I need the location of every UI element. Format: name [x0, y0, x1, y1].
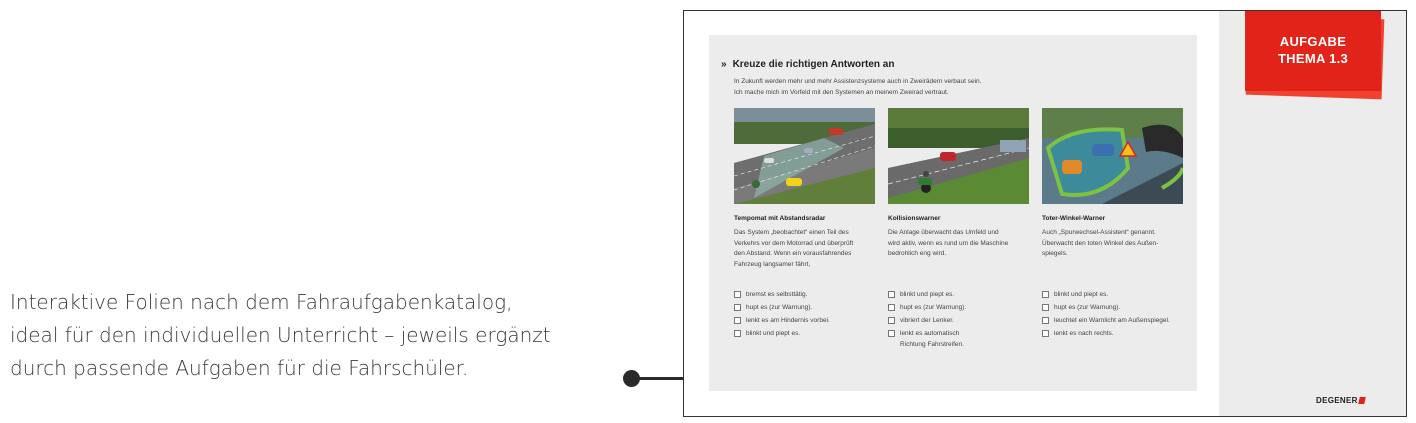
answer-option[interactable]	[1042, 329, 1184, 340]
checkbox[interactable]	[888, 330, 895, 337]
answer-label: vibriert der Lenker.	[900, 317, 954, 324]
checkbox[interactable]	[734, 304, 741, 311]
badge-text	[1245, 33, 1381, 67]
column-text: Die Anlage überwacht das Umfeld und wird aktiv, wenn es rund um die Maschine bedrohlich eng wird.	[888, 229, 1009, 257]
column-text: Auch „Spurwechsel-Assistent“ genannt. Überwacht den toten Winkel des Außen- spiegels.	[1042, 229, 1159, 257]
answer-label: leuchtet ein Warnlicht am Außenspiegel.	[1054, 317, 1170, 324]
checkbox[interactable]	[888, 291, 895, 298]
column-title: Tempomat mit Abstandsradar	[734, 215, 826, 222]
brand-logo	[1316, 396, 1365, 405]
intro-line: Ich mache mich im Vorfeld mit den Systemen an meinem Zweirad vertraut.	[734, 89, 949, 96]
answer-label: blinkt und piept es.	[746, 330, 801, 337]
slide-preview	[683, 10, 1407, 417]
answer-label: hupt es (zur Warnung).	[1054, 304, 1121, 311]
pointer-connector	[623, 370, 685, 388]
column-tempomat	[734, 108, 876, 342]
answer-label: hupt es (zur Warnung).	[746, 304, 813, 311]
caption-line: durch passende Aufgaben für die Fahrschüler.	[10, 356, 469, 380]
answer-list	[888, 290, 1030, 350]
answer-option[interactable]	[1042, 290, 1184, 301]
column-text: Das System „beobachtet“ einen Teil des Verkehrs vor dem Motorrad und überprüft den Abstand. Wenn ein vorausfahrendes Fahrzeug langsamer fährt,	[734, 229, 854, 268]
column-title: Toter-Winkel-Warner	[1042, 215, 1106, 222]
answer-label: bremst es selbsttätig.	[746, 291, 808, 298]
badge-line2: THEMA 1.3	[1277, 51, 1349, 66]
answer-option[interactable]	[888, 290, 1030, 301]
answer-option[interactable]	[888, 303, 1030, 314]
highway-radar-photo	[734, 108, 875, 204]
checkbox[interactable]	[888, 304, 895, 311]
checkbox[interactable]	[888, 317, 895, 324]
answer-option[interactable]	[1042, 303, 1184, 314]
column-kollisionswarner	[888, 108, 1030, 353]
task-heading	[721, 59, 894, 70]
answer-label: lenkt es nach rechts.	[1054, 330, 1114, 337]
answer-option[interactable]	[888, 316, 1030, 327]
heading-text: Kreuze die richtigen Antworten an	[732, 59, 895, 70]
checkbox[interactable]	[734, 291, 741, 298]
brand-flag-icon	[1358, 397, 1365, 404]
answer-label: lenkt es automatisch Richtung Fahrstreifen.	[900, 330, 964, 348]
heading-arrow-icon: »	[721, 59, 727, 70]
answer-option[interactable]	[888, 329, 1030, 350]
collision-warning-photo	[888, 108, 1029, 204]
checkbox[interactable]	[1042, 291, 1049, 298]
checkbox[interactable]	[1042, 304, 1049, 311]
checkbox[interactable]	[1042, 317, 1049, 324]
answer-option[interactable]	[1042, 316, 1184, 327]
brand-name: DEGENER	[1316, 396, 1358, 405]
intro-line: In Zukunft werden mehr und mehr Assistenzsysteme auch in Zweirädern verbaut sein.	[734, 78, 982, 85]
answer-label: blinkt und piept es.	[900, 291, 955, 298]
answer-option[interactable]	[734, 290, 876, 301]
answer-option[interactable]	[734, 329, 876, 340]
answer-label: lenkt es am Hindernis vorbei.	[746, 317, 830, 324]
answer-option[interactable]	[734, 303, 876, 314]
mirror-warning-photo	[1042, 108, 1183, 204]
pointer-line	[635, 377, 685, 380]
answer-list	[1042, 290, 1184, 340]
checkbox[interactable]	[734, 330, 741, 337]
badge-line1: AUFGABE	[1279, 34, 1347, 49]
answer-label: hupt es (zur Warnung).	[900, 304, 967, 311]
caption-text	[10, 286, 570, 385]
column-toter-winkel	[1042, 108, 1184, 342]
answer-option[interactable]	[734, 316, 876, 327]
task-panel	[709, 35, 1197, 391]
task-badge	[1243, 11, 1385, 97]
caption-line: Interaktive Folien nach dem Fahraufgabenkatalog,	[10, 290, 513, 314]
checkbox[interactable]	[734, 317, 741, 324]
answer-label: blinkt und piept es.	[1054, 291, 1109, 298]
column-title: Kollisionswarner	[888, 215, 941, 222]
answer-list	[734, 290, 876, 340]
task-intro	[734, 76, 981, 98]
checkbox[interactable]	[1042, 330, 1049, 337]
caption-line: ideal für den individuellen Unterricht – jeweils ergänzt	[10, 323, 551, 347]
